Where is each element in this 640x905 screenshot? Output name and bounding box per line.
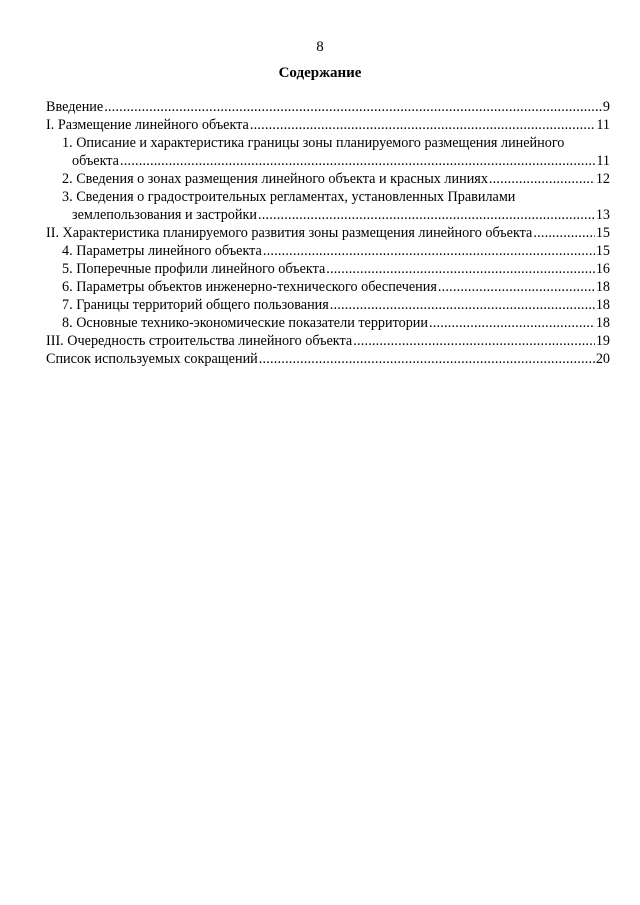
toc-entry-page: 18 xyxy=(595,315,610,331)
toc-entry-8[interactable] xyxy=(46,314,610,332)
toc-leader-dots xyxy=(120,152,595,170)
toc-entry-section-2[interactable] xyxy=(46,224,610,242)
toc-entry-text: II. Характеристика планируемого развития зоны размещения линейного объекта xyxy=(46,225,533,241)
toc-entry-text: 7. Границы территорий общего пользования xyxy=(62,297,329,313)
toc-entry-page: 15 xyxy=(595,225,610,241)
toc-title: Содержание xyxy=(278,65,362,81)
toc-entry-4[interactable] xyxy=(46,242,610,260)
toc-leader-dots xyxy=(438,278,595,296)
toc-entry-3-line2[interactable] xyxy=(46,206,610,224)
toc-entry-text: I. Размещение линейного объекта xyxy=(46,117,249,133)
toc-entry-page: 19 xyxy=(595,333,610,349)
toc-entry-page: 18 xyxy=(595,297,610,313)
toc-entry-2[interactable] xyxy=(46,170,610,188)
toc-entry-3-line1[interactable] xyxy=(46,188,610,206)
toc-entry-text: объекта xyxy=(72,153,119,169)
toc-entry-text: 1. Описание и характеристика границы зоны планируемого размещения линейного xyxy=(62,135,565,151)
toc-entry-text: 8. Основные технико-экономические показатели территории xyxy=(62,315,428,331)
toc-entry-page: 9 xyxy=(602,99,610,115)
toc-entry-abbreviations[interactable] xyxy=(46,350,610,368)
toc-entry-text: III. Очередность строительства линейного объекта xyxy=(46,333,353,349)
toc-leader-dots xyxy=(263,242,595,260)
toc-entry-1-line2[interactable] xyxy=(46,152,610,170)
toc-entry-section-3[interactable] xyxy=(46,332,610,350)
toc-entry-text: 2. Сведения о зонах размещения линейного объекта и красных линиях xyxy=(62,171,488,187)
toc-entry-6[interactable] xyxy=(46,278,610,296)
toc-leader-dots xyxy=(353,332,595,350)
toc-leader-dots xyxy=(330,296,595,314)
toc-entry-text: землепользования и застройки xyxy=(72,207,257,223)
toc-leader-dots xyxy=(104,98,602,116)
toc-entry-page: 13 xyxy=(595,207,610,223)
table-of-contents xyxy=(46,98,610,368)
toc-leader-dots xyxy=(258,206,595,224)
toc-leader-dots xyxy=(259,350,595,368)
toc-entry-section-1[interactable] xyxy=(46,116,610,134)
toc-entry-text: Список используемых сокращений xyxy=(46,351,258,367)
toc-entry-5[interactable] xyxy=(46,260,610,278)
toc-leader-dots xyxy=(250,116,595,134)
toc-entry-page: 15 xyxy=(595,243,610,259)
toc-entry-page: 12 xyxy=(595,171,610,187)
toc-entry-7[interactable] xyxy=(46,296,610,314)
page-number: 8 xyxy=(316,39,324,55)
toc-entry-page: 18 xyxy=(595,279,610,295)
toc-entry-1-line1[interactable] xyxy=(46,134,610,152)
toc-entry-text: 4. Параметры линейного объекта xyxy=(62,243,262,259)
toc-entry-page: 11 xyxy=(596,153,610,169)
toc-entry-text: Введение xyxy=(46,99,104,115)
toc-entry-text: 6. Параметры объектов инженерно-технического обеспечения xyxy=(62,279,437,295)
toc-entry-page: 11 xyxy=(596,117,610,133)
toc-leader-dots xyxy=(326,260,595,278)
toc-leader-dots xyxy=(489,170,595,188)
toc-entry-text: 3. Сведения о градостроительных регламентах, установленных Правилами xyxy=(62,189,516,205)
toc-entry-text: 5. Поперечные профили линейного объекта xyxy=(62,261,326,277)
toc-leader-dots xyxy=(429,314,595,332)
toc-entry-page: 20 xyxy=(595,351,610,367)
toc-entry-page: 16 xyxy=(595,261,610,277)
toc-entry-intro[interactable] xyxy=(46,98,610,116)
toc-leader-dots xyxy=(533,224,594,242)
